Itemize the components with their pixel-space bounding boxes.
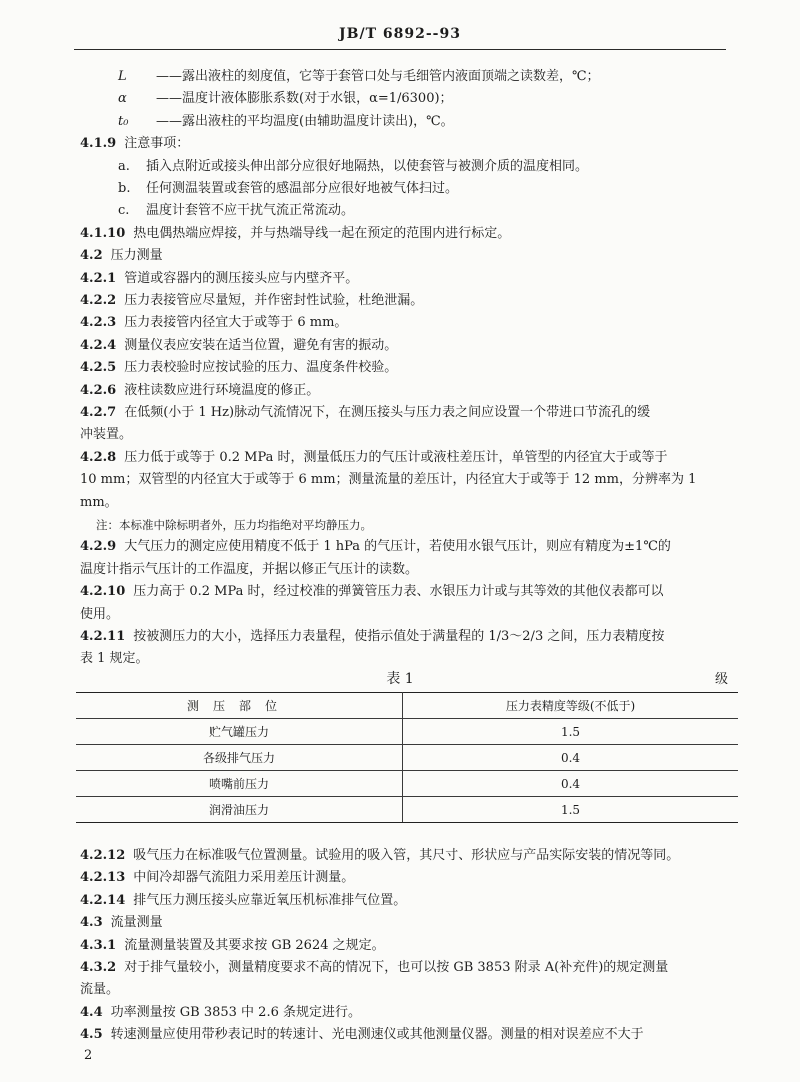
- table-row: [76, 719, 738, 745]
- text-line: [118, 111, 740, 133]
- clause-number: 4.2.13: [80, 870, 126, 886]
- clause-number: 4.4: [80, 1004, 103, 1020]
- text-line: [118, 66, 740, 88]
- clause-text: 压力表校验时应按试验的压力、温度条件校验。: [124, 360, 398, 376]
- clause-text: 测量仪表应安装在适当位置，避免有害的振动。: [124, 337, 398, 353]
- text-line: [80, 290, 740, 312]
- table-row: [76, 771, 738, 797]
- clause-number: 4.2: [80, 248, 103, 264]
- page-number: 2: [84, 1048, 93, 1063]
- text-line: [80, 268, 740, 290]
- item-label: c.: [118, 203, 130, 219]
- text-line: [80, 335, 740, 357]
- text-line: [80, 935, 740, 957]
- clause-text: ——温度计液体膨胀系数(对于水银，α=1/6300)；: [156, 91, 453, 107]
- clause-text: 注：本标准中除标明者外，压力均指绝对平均静压力。: [96, 518, 372, 532]
- table-cell: 喷嘴前压力: [76, 771, 403, 797]
- table-cell: 润滑油压力: [76, 797, 403, 823]
- clause-text: 温度计指示气压计的工作温度，并据以修正气压计的读数。: [80, 561, 419, 577]
- clause-text: 温度计套管不应干扰气流正常流动。: [146, 203, 355, 219]
- clause-text: 任何测温装置或套管的感温部分应很好地被气体扫过。: [146, 181, 459, 196]
- table-row: [76, 745, 738, 771]
- text-line: [80, 581, 740, 603]
- text-line: [80, 245, 740, 267]
- clause-text: 注意事项：: [124, 136, 190, 152]
- clause-text: ——露出液柱的平均温度(由辅助温度计读出)，℃。: [156, 113, 454, 129]
- clause-text: 压力表接管内径宜大于或等于 6 mm。: [124, 315, 348, 331]
- clause-text: ——露出液柱的刻度值，它等于套管口处与毛细管内液面顶端之读数差，℃；: [156, 69, 600, 84]
- text-line: [80, 492, 740, 514]
- symbol-label: t₀: [118, 113, 129, 129]
- table-cell: 各级排气压力: [76, 745, 403, 771]
- text-line: [80, 133, 740, 155]
- clause-number: 4.2.10: [80, 584, 126, 600]
- clause-text: 排气压力测压接头应靠近氧压机标准排气位置。: [133, 892, 407, 908]
- clause-text: 液柱读数应进行环境温度的修正。: [124, 382, 320, 398]
- text-line: [118, 88, 740, 110]
- table-title: 表 1: [386, 671, 414, 687]
- clause-text: 中间冷却器气流阻力采用差压计测量。: [133, 870, 355, 886]
- clause-text: 10 mm；双管型的内径宜大于或等于 6 mm；测量流量的差压计，内径宜大于或等于 12 mm，分辨率为 1: [80, 472, 697, 488]
- text-line: [80, 357, 740, 379]
- clause-text: 插入点附近或接头伸出部分应很好地隔热，以使套管与被测介质的温度相同。: [146, 158, 589, 174]
- clause-text: 压力低于或等于 0.2 MPa 时，测量低压力的气压计或液柱差压计，单管型的内径宜大于或等于: [124, 449, 668, 465]
- clause-number: 4.2.3: [80, 315, 117, 331]
- clause-number: 4.2.1: [80, 270, 117, 286]
- clause-number: 4.3: [80, 915, 103, 931]
- text-line: [80, 1002, 740, 1024]
- clause-text: 管道或容器内的测压接头应与内壁齐平。: [124, 270, 359, 286]
- clause-text: 对于排气量较小，测量精度要求不高的情况下，也可以按 GB 3853 附录 A(补充件)的规定测量: [124, 960, 669, 975]
- table-cell: 贮气罐压力: [76, 719, 403, 745]
- item-label: a.: [118, 158, 130, 174]
- text-line: [80, 890, 740, 912]
- clause-number: 4.1.9: [80, 136, 117, 152]
- clause-text: 功率测量按 GB 3853 中 2.6 条规定进行。: [110, 1004, 361, 1020]
- text-line: [80, 1024, 740, 1046]
- clause-number: 4.2.12: [80, 848, 126, 863]
- table-cell: 0.4: [403, 745, 739, 771]
- clause-number: 4.2.9: [80, 539, 117, 555]
- header-rule: [74, 49, 726, 50]
- clause-text: 大气压力的测定应使用精度不低于 1 hPa 的气压计，若使用水银气压计，则应有精度为±1℃的: [124, 539, 671, 555]
- text-line: [80, 559, 740, 581]
- table-cell: 1.5: [403, 797, 739, 823]
- clause-number: 4.5: [80, 1027, 103, 1043]
- table-header-cell: 压力表精度等级(不低于): [403, 693, 739, 719]
- table-cell: 1.5: [403, 719, 739, 745]
- clause-text: 冲装置。: [80, 427, 133, 443]
- clause-text: 使用。: [80, 606, 120, 622]
- clause-text: 表 1 规定。: [80, 651, 149, 667]
- clause-text: mm。: [80, 494, 118, 510]
- table-cell: 0.4: [403, 771, 739, 797]
- text-line: [80, 957, 740, 979]
- symbol-label: L: [118, 69, 127, 84]
- text-line: [80, 380, 740, 402]
- symbol-label: α: [118, 91, 127, 107]
- text-line: [118, 178, 740, 200]
- text-line: [80, 447, 740, 469]
- text-line: [80, 223, 740, 245]
- text-line: [80, 402, 740, 424]
- clause-number: 4.2.2: [80, 293, 117, 308]
- text-line: [80, 469, 740, 491]
- text-line: [80, 867, 740, 889]
- clause-number: 4.2.14: [80, 892, 126, 908]
- clause-text: 压力高于 0.2 MPa 时，经过校准的弹簧管压力表、水银压力计或与其等效的其他仪表都可以: [133, 584, 664, 600]
- table-unit: 级: [714, 672, 728, 687]
- clause-number: 4.2.7: [80, 405, 117, 420]
- text-line: [80, 912, 740, 934]
- text-line: [80, 536, 740, 558]
- text-line: [80, 979, 740, 1001]
- text-line: [80, 312, 740, 334]
- text-line: [118, 200, 740, 222]
- clause-text: 在低频(小于 1 Hz)脉动气流情况下，在测压接头与压力表之间应设置一个带进口节流孔的缓: [124, 405, 651, 420]
- text-line: [80, 845, 740, 867]
- clause-number: 4.3.2: [80, 960, 117, 975]
- text-line: [96, 514, 740, 536]
- table-header-row: [76, 693, 738, 719]
- clause-text: 流量测量: [110, 915, 163, 931]
- document-header: JB/T 6892--93: [339, 26, 461, 42]
- table-1: [76, 692, 738, 823]
- text-line: [118, 156, 740, 178]
- clause-number: 4.2.6: [80, 382, 117, 398]
- table-header-cell: 测压部位: [76, 693, 403, 719]
- clause-text: 流量测量装置及其要求按 GB 2624 之规定。: [124, 937, 385, 953]
- clause-text: 热电偶热端应焊接，并与热端导线一起在预定的范围内进行标定。: [133, 225, 511, 241]
- text-line: [80, 604, 740, 626]
- item-label: b.: [118, 181, 131, 196]
- text-line: [80, 424, 740, 446]
- clause-text: 压力表接管应尽量短，并作密封性试验，杜绝泄漏。: [124, 293, 424, 308]
- text-line: [80, 626, 740, 648]
- clause-text: 吸气压力在标准吸气位置测量。试验用的吸入管，其尺寸、形状应与产品实际安装的情况等同。: [133, 848, 680, 863]
- clause-text: 流量。: [80, 982, 120, 998]
- clause-text: 转速测量应使用带秒表记时的转速计、光电测速仪或其他测量仪器。测量的相对误差应不大于: [110, 1027, 644, 1043]
- clause-text: 压力测量: [110, 248, 163, 264]
- clause-number: 4.2.4: [80, 337, 117, 353]
- clause-number: 4.2.8: [80, 449, 117, 465]
- clause-number: 4.1.10: [80, 225, 126, 241]
- table-row: [76, 797, 738, 823]
- clause-number: 4.2.5: [80, 360, 117, 376]
- clause-number: 4.3.1: [80, 937, 117, 953]
- clause-number: 4.2.11: [80, 629, 126, 644]
- clause-text: 按被测压力的大小，选择压力表量程，使指示值处于满量程的 1/3～2/3 之间，压力表精度按: [133, 629, 665, 644]
